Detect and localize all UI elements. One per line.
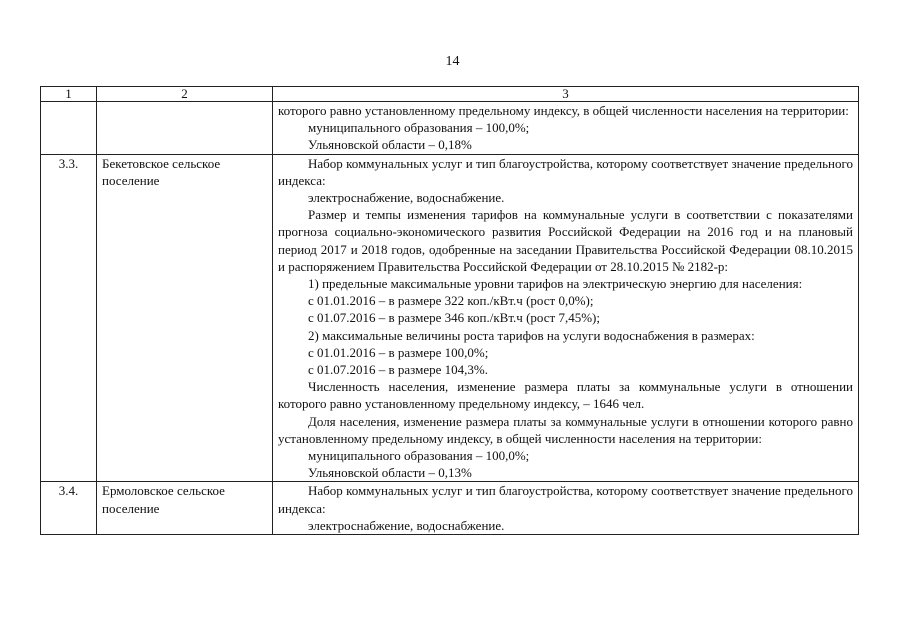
settlement-name: Бекетовское сельское поселение — [97, 154, 273, 482]
settlement-name: Ермоловское сельское поселение — [97, 482, 273, 535]
text-line: муниципального образования – 100,0%; — [308, 120, 530, 136]
text-line: которого равно установленному предельному индексу, в общей численности населения на территории: — [278, 103, 849, 118]
row-number — [41, 102, 97, 155]
text-line: Численность населения, изменение размера платы за коммунальные услуги в отношении которого равно установленному предельному индексу, – 1646 чел. — [278, 379, 853, 412]
page-number: 14 — [445, 54, 460, 69]
text-line: с 01.07.2016 – в размере 104,3%. — [308, 362, 488, 378]
table-row — [41, 154, 859, 482]
text-line: электроснабжение, водоснабжение. — [308, 190, 505, 206]
text-line: Набор коммунальных услуг и тип благоустройства, которому соответствует значение предельного индекса: — [278, 483, 853, 516]
text-line: Размер и темпы изменения тарифов на коммунальные услуги в соответствии с показателями прогноза социально-экономического развития Российской Федерации на 2016 год и на плановый период 2017 и 2018 годов, одобренные на заседании Правительства Российской Федерации 08.10.2015 и распоряжением Правительства Российской Федерации от 28.10.2015 № 2182-р: — [278, 207, 853, 274]
row-content — [273, 482, 859, 535]
column-header-1: 1 — [41, 87, 97, 102]
text-line: с 01.01.2016 – в размере 100,0%; — [308, 344, 489, 360]
text-line: с 01.01.2016 – в размере 322 коп./кВт.ч (рост 0,0%); — [308, 293, 594, 309]
row-content — [273, 154, 859, 482]
settlement-name — [97, 102, 273, 155]
column-header-2: 2 — [97, 87, 273, 102]
row-number: 3.3. — [41, 154, 97, 482]
table-row — [41, 102, 859, 155]
text-line: Ульяновской области – 0,18% — [308, 137, 472, 153]
table-header-row — [41, 87, 859, 102]
tariff-table — [40, 86, 859, 535]
text-line: 1) предельные максимальные уровни тарифов на электрическую энергию для населения: — [308, 276, 803, 292]
row-number: 3.4. — [41, 482, 97, 535]
text-line: с 01.07.2016 – в размере 346 коп./кВт.ч (рост 7,45%); — [308, 310, 600, 326]
text-line: 2) максимальные величины роста тарифов на услуги водоснабжения в размерах: — [308, 327, 755, 343]
text-line: электроснабжение, водоснабжение. — [308, 517, 505, 533]
table-row — [41, 482, 859, 535]
text-line: Ульяновской области – 0,13% — [308, 465, 472, 481]
column-header-3: 3 — [273, 87, 859, 102]
row-content — [273, 102, 859, 155]
text-line: Доля населения, изменение размера платы за коммунальные услуги в отношении которого равно установленному предельному индексу, в общей численности населения на территории: — [278, 413, 853, 446]
text-line: муниципального образования – 100,0%; — [308, 448, 530, 464]
text-line: Набор коммунальных услуг и тип благоустройства, которому соответствует значение предельного индекса: — [278, 155, 853, 188]
